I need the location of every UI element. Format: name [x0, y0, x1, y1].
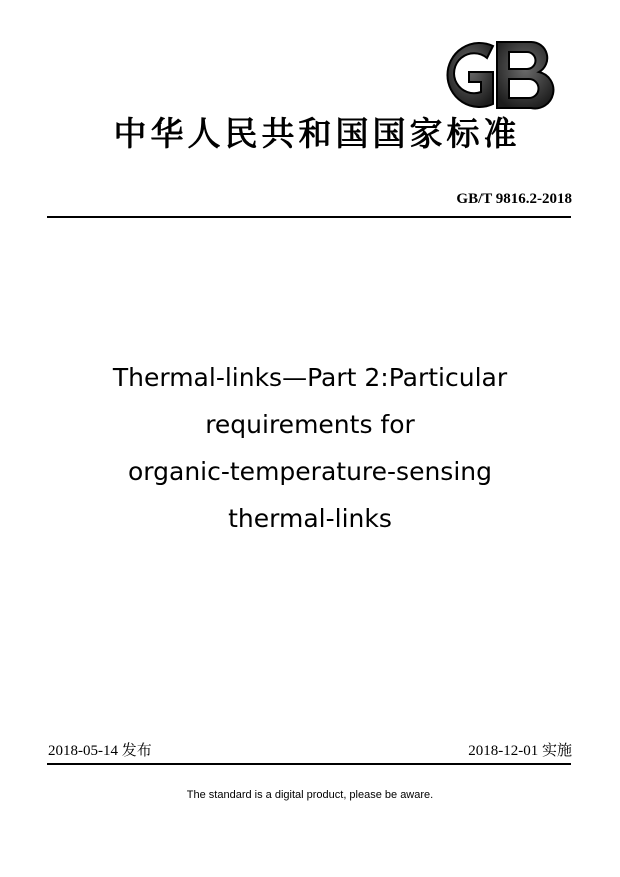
top-divider [47, 216, 571, 218]
implementation-date: 2018-12-01 实施 [468, 743, 572, 759]
standard-number: GB/T 9816.2-2018 [456, 191, 572, 207]
national-standard-title: 中华人民共和国国家标准 [113, 114, 521, 153]
document-title-line: requirements for [205, 410, 415, 439]
gb-logo [427, 36, 557, 114]
digital-product-notice: The standard is a digital product, please be aware. [186, 789, 434, 801]
bottom-divider [47, 763, 571, 765]
issue-date: 2018-05-14 发布 [48, 743, 152, 759]
document-title-line: organic-temperature-sensing [128, 457, 492, 486]
document-title [60, 354, 560, 542]
gb-logo-b-shape [497, 42, 553, 108]
document-title-line: thermal-links [228, 504, 392, 533]
gb-logo-g-shape [447, 43, 493, 107]
document-title-line: Thermal-links—Part 2:Particular [112, 363, 508, 392]
